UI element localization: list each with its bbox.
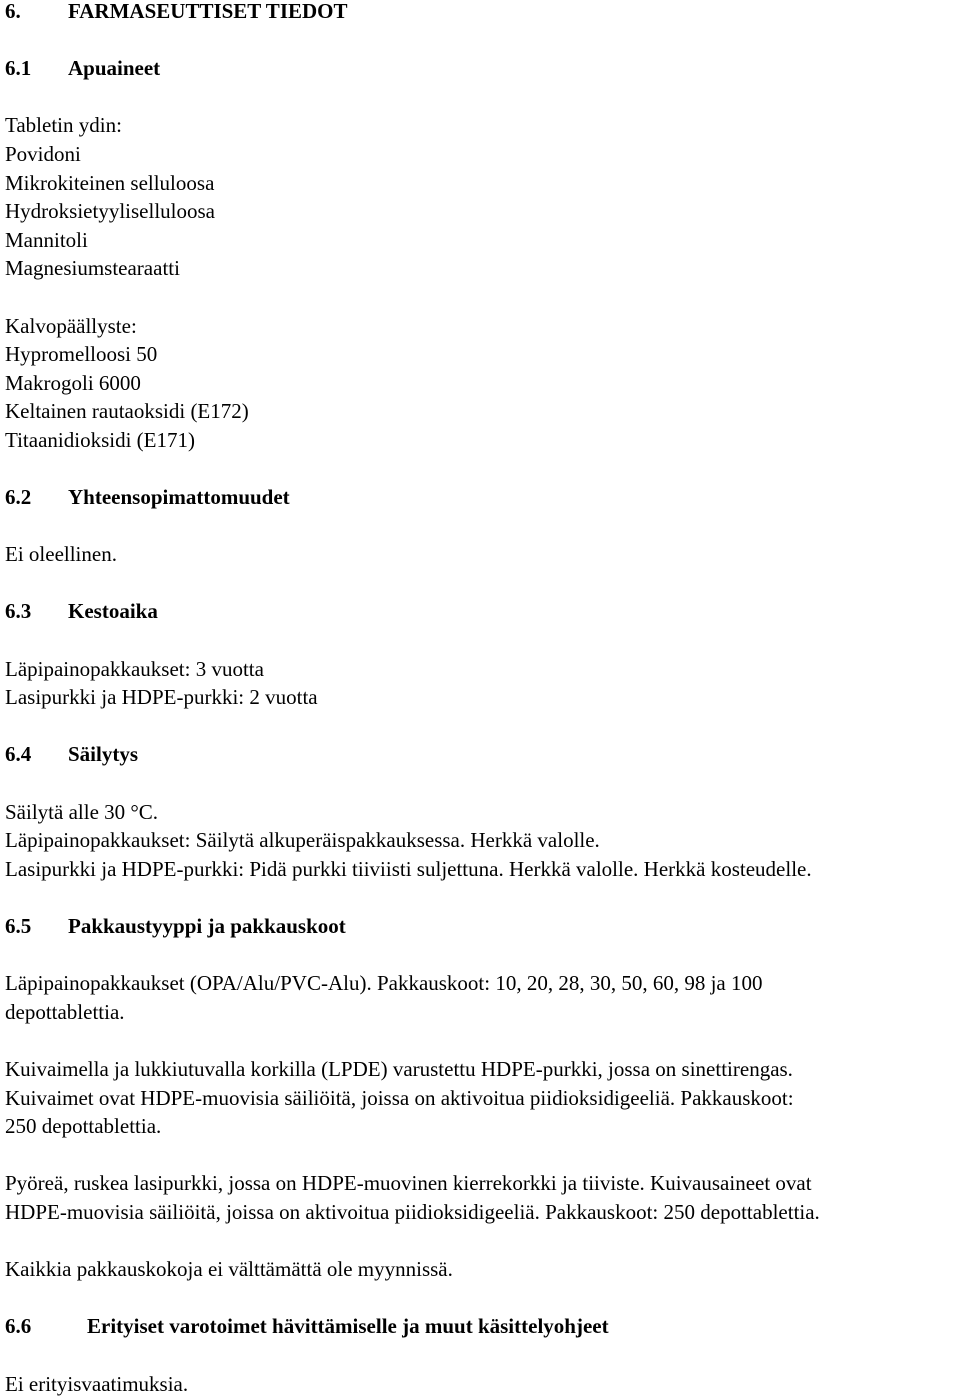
coating-item: Hypromelloosi 50	[5, 340, 955, 369]
section-number: 6.2	[5, 483, 68, 512]
document-page	[5, 0, 955, 1398]
section-6-heading	[5, 0, 955, 26]
coating-label: Kalvopäällyste:	[5, 312, 955, 341]
section-6-2-heading	[5, 483, 955, 512]
section-6-5-heading	[5, 912, 955, 941]
storage-line: Läpipainopakkaukset: Säilytä alkuperäispakkauksessa. Herkkä valolle.	[5, 826, 955, 855]
section-6-3-heading	[5, 597, 955, 626]
package-line: Läpipainopakkaukset (OPA/Alu/PVC-Alu). Pakkauskoot: 10, 20, 28, 30, 50, 60, 98 ja 100	[5, 969, 955, 998]
section-title: Kestoaika	[68, 599, 158, 623]
section-title: Erityiset varotoimet hävittämiselle ja muut käsittelyohjeet	[87, 1314, 609, 1338]
core-item: Povidoni	[5, 140, 955, 169]
package-line: 250 depottablettia.	[5, 1112, 955, 1141]
section-number: 6.5	[5, 912, 68, 941]
section-6-4-heading	[5, 740, 955, 769]
section-title: Yhteensopimattomuudet	[68, 485, 290, 509]
core-item: Mikrokiteinen selluloosa	[5, 169, 955, 198]
section-number: 6.6	[5, 1312, 87, 1341]
coating-item: Makrogoli 6000	[5, 369, 955, 398]
disposal-text: Ei erityisvaatimuksia.	[5, 1370, 955, 1398]
core-item: Magnesiumstearaatti	[5, 254, 955, 283]
coating-item: Keltainen rautaoksidi (E172)	[5, 397, 955, 426]
storage-line: Lasipurkki ja HDPE-purkki: Pidä purkki tiiviisti suljettuna. Herkkä valolle. Herkkä kosteudelle.	[5, 855, 955, 884]
core-item: Mannitoli	[5, 226, 955, 255]
shelf-life-line: Läpipainopakkaukset: 3 vuotta	[5, 655, 955, 684]
shelf-life-line: Lasipurkki ja HDPE-purkki: 2 vuotta	[5, 683, 955, 712]
storage-line: Säilytä alle 30 °C.	[5, 798, 955, 827]
section-number: 6.	[5, 0, 68, 26]
core-item: Hydroksietyyliselluloosa	[5, 197, 955, 226]
package-note: Kaikkia pakkauskokoja ei välttämättä ole myynnissä.	[5, 1255, 955, 1284]
section-number: 6.3	[5, 597, 68, 626]
core-label: Tabletin ydin:	[5, 111, 955, 140]
package-line: depottablettia.	[5, 998, 955, 1027]
package-line: Kuivaimella ja lukkiutuvalla korkilla (LPDE) varustettu HDPE-purkki, jossa on sinettirengas.	[5, 1055, 955, 1084]
section-number: 6.4	[5, 740, 68, 769]
section-title: Pakkaustyyppi ja pakkauskoot	[68, 914, 346, 938]
section-title: FARMASEUTTISET TIEDOT	[68, 0, 348, 23]
package-line: Kuivaimet ovat HDPE-muovisia säiliöitä, joissa on aktivoitua piidioksidigeeliä. Pakkauskoot:	[5, 1084, 955, 1113]
section-title: Säilytys	[68, 742, 138, 766]
section-6-1-heading	[5, 54, 955, 83]
section-title: Apuaineet	[68, 56, 160, 80]
section-number: 6.1	[5, 54, 68, 83]
package-line: HDPE-muovisia säiliöitä, joissa on aktivoitua piidioksidigeeliä. Pakkauskoot: 250 depottablettia.	[5, 1198, 955, 1227]
coating-item: Titaanidioksidi (E171)	[5, 426, 955, 455]
section-6-6-heading	[5, 1312, 955, 1341]
package-line: Pyöreä, ruskea lasipurkki, jossa on HDPE-muovinen kierrekorkki ja tiiviste. Kuivausaineet ovat	[5, 1169, 955, 1198]
incompatibility-text: Ei oleellinen.	[5, 540, 955, 569]
